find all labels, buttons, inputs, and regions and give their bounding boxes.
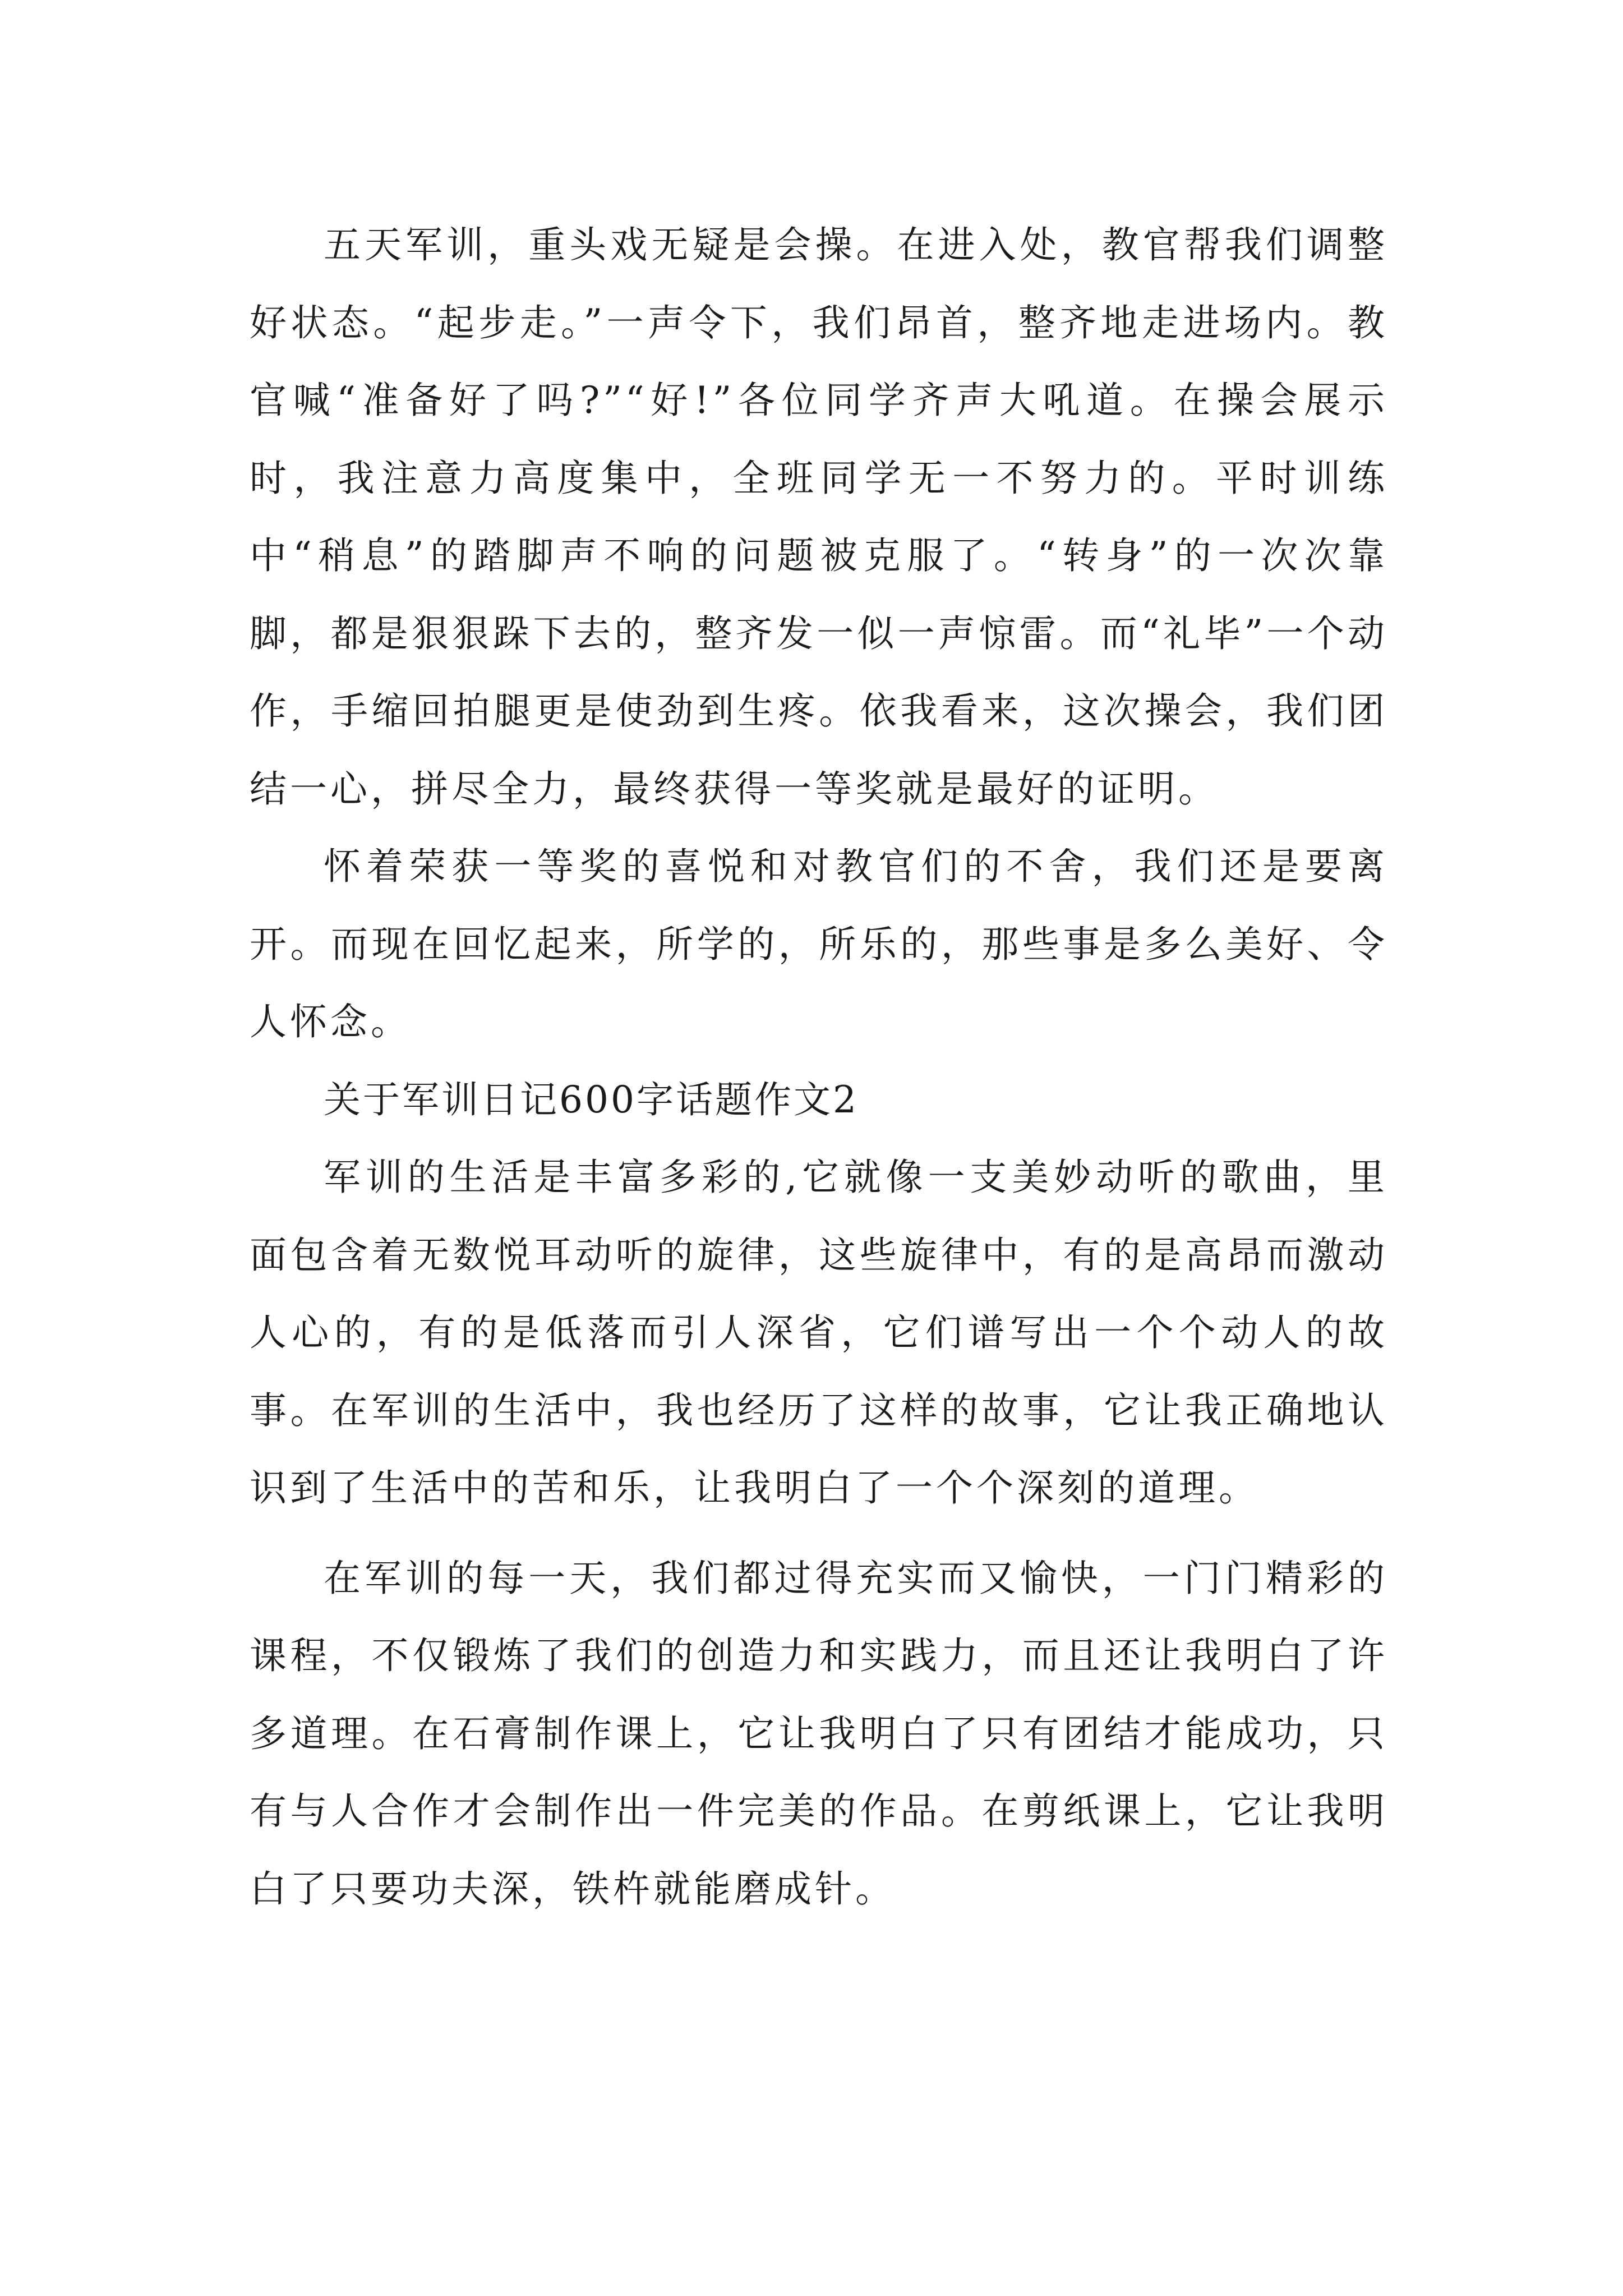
document-body — [250, 206, 1388, 1928]
paragraph-farewell: 怀着荣获一等奖的喜悦和对教官们的不舍，我们还是要离开。而现在回忆起来，所学的，所乐的，那些事是多么美好、令人怀念。 — [250, 845, 1388, 1043]
essay-heading: 关于军训日记600字话题作文2 — [324, 1078, 859, 1121]
paragraph-spacer — [250, 1527, 1388, 1540]
paragraph-daily-courses: 在军训的每一天，我们都过得充实而又愉快，一门门精彩的课程，不仅锻炼了我们的创造力和实践力，而且还让我明白了许多道理。在石膏制作课上，它让我明白了只有团结才能成功，只有与人合作才会制作出一件完美的作品。在剪纸课上，它让我明白了只要功夫深，铁杵就能磨成针。 — [250, 1556, 1388, 1911]
paragraph-drill-performance: 五天军训，重头戏无疑是会操。在进入处，教官帮我们调整好状态。“起步走。”一声令下，我们昂首，整齐地走进场内。教官喊“准备好了吗?”“好!”各位同学齐声大吼道。在操会展示时，我注意力高度集中，全班同学无一不努力的。平时训练中“稍息”的踏脚声不响的问题被克服了。“转身”的一次次靠脚，都是狠狠跺下去的，整齐发一似一声惊雷。而“礼毕”一个动作，手缩回拍腿更是使劲到生疼。依我看来，这次操会，我们团结一心，拼尽全力，最终获得一等奖就是最好的证明。 — [250, 223, 1388, 811]
paragraph-military-life: 军训的生活是丰富多彩的,它就像一支美妙动听的歌曲，里面包含着无数悦耳动听的旋律，这些旋律中，有的是高昂而激动人心的，有的是低落而引人深省，它们谱写出一个个动人的故事。在军训的生活中，我也经历了这样的故事，它让我正确地认识到了生活中的苦和乐，让我明白了一个个深刻的道理。 — [250, 1156, 1388, 1510]
